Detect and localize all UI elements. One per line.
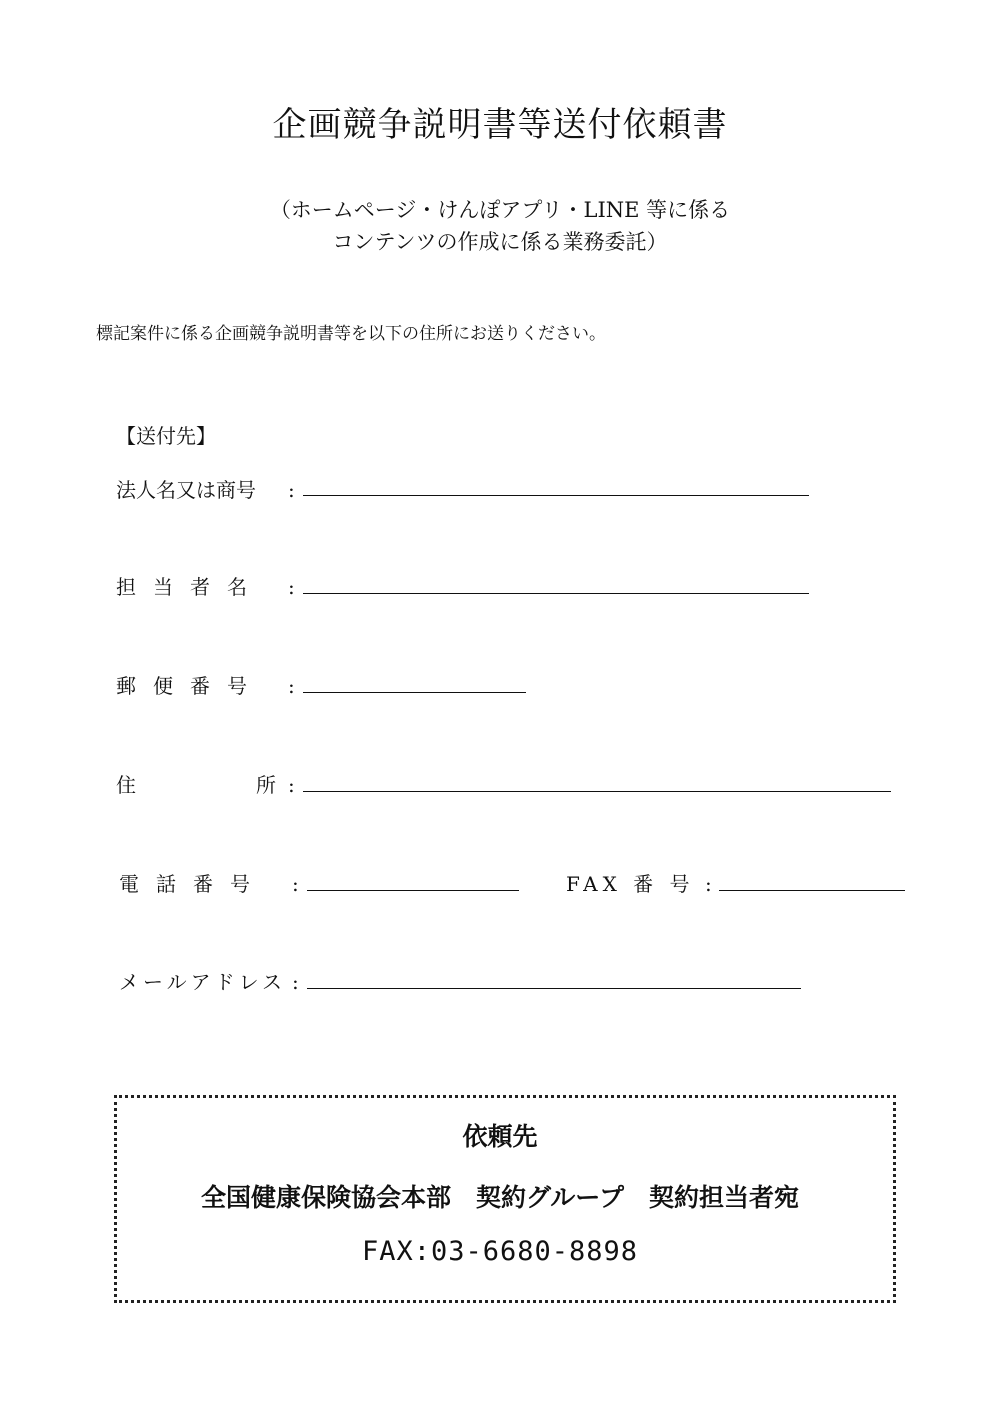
company-name-colon: : [288, 478, 295, 502]
address-label-first: 住 [116, 773, 136, 797]
email-field[interactable] [307, 988, 801, 989]
phone-label: 電話番号 [119, 872, 267, 896]
request-box-recipient: 全国健康保険協会本部 契約グループ 契約担当者宛 [200, 1183, 799, 1212]
contact-person-label: 担当者名 [116, 575, 264, 599]
address-field[interactable] [303, 791, 891, 792]
request-box-heading: 依頼先 [462, 1122, 538, 1151]
email-colon: : [292, 970, 299, 994]
postal-code-label: 郵便番号 [116, 674, 264, 698]
fax-colon: : [705, 872, 712, 896]
email-label: メールアドレス [119, 970, 286, 994]
document-title: 企画競争説明書等送付依頼書 [272, 105, 728, 145]
intro-text: 標記案件に係る企画競争説明書等を以下の住所にお送りください。 [96, 324, 606, 344]
postal-code-colon: : [288, 674, 295, 698]
phone-field[interactable] [307, 890, 519, 891]
request-box-fax: FAX:03-6680-8898 [361, 1236, 639, 1267]
section-heading-destination: 【送付先】 [116, 424, 216, 448]
document-subtitle-line2: コンテンツの作成に係る業務委託） [332, 230, 668, 254]
address-colon: : [288, 773, 295, 797]
fax-field[interactable] [719, 890, 905, 891]
phone-colon: : [292, 872, 299, 896]
contact-person-colon: : [288, 575, 295, 599]
document-subtitle-line1: （ホームページ・けんぽアプリ・LINE 等に係る [269, 198, 731, 222]
contact-person-field[interactable] [303, 593, 809, 594]
postal-code-field[interactable] [303, 692, 526, 693]
address-label-second: 所 [256, 773, 276, 797]
fax-label: FAX 番 号 [566, 872, 695, 896]
company-name-field[interactable] [303, 495, 809, 496]
company-name-label: 法人名又は商号 [116, 478, 256, 502]
